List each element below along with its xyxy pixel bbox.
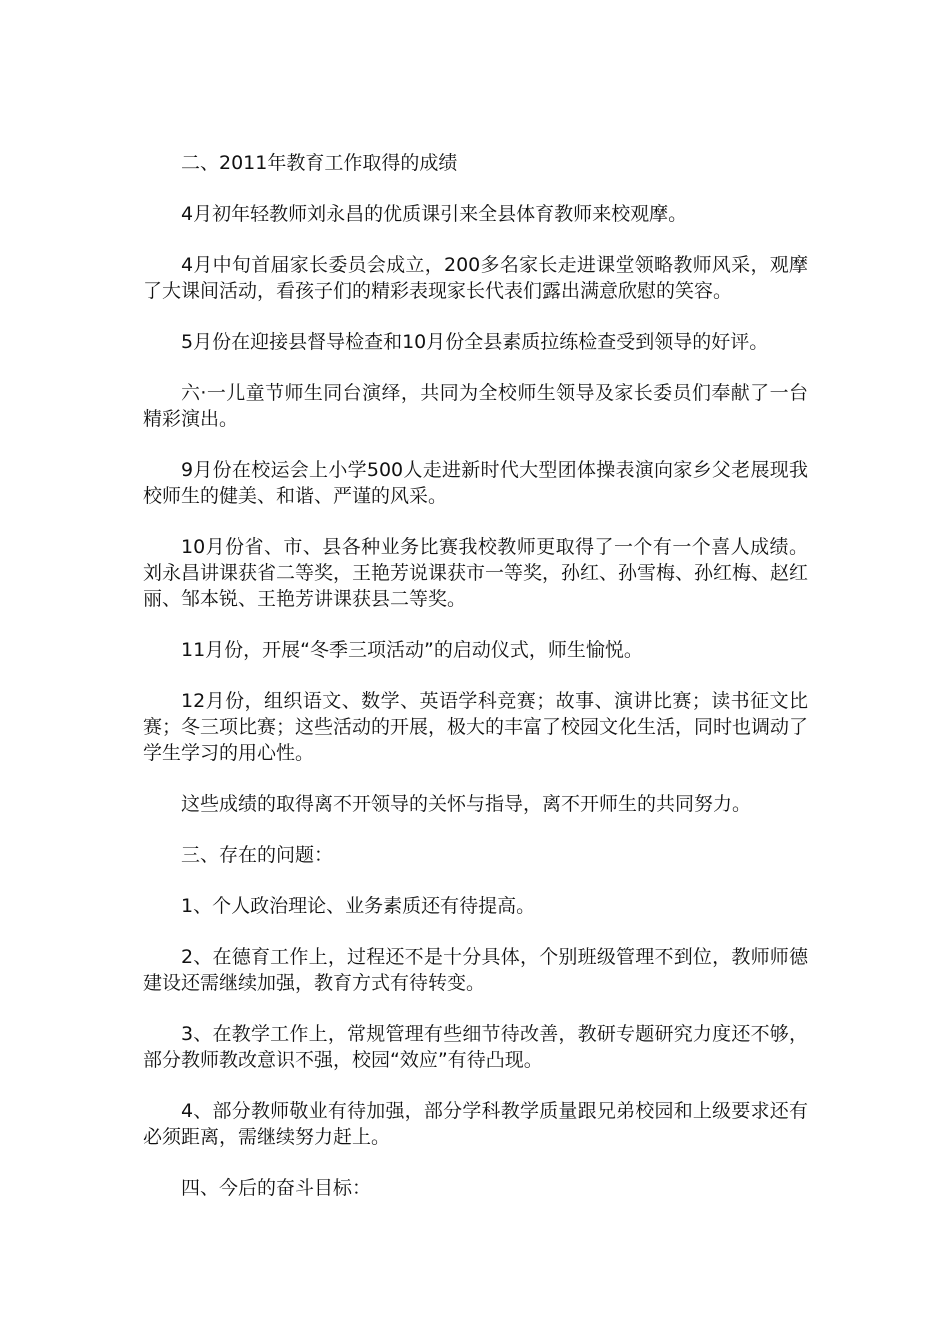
list-item: 1、个人政治理论、业务素质还有待提高。 bbox=[181, 895, 536, 917]
section-heading-problems: 三、存在的问题： bbox=[181, 844, 334, 866]
paragraph: 4月初年轻教师刘永昌的优质课引来全县体育教师来校观摩。 bbox=[181, 203, 688, 225]
paragraph: 这些成绩的取得离不开领导的关怀与指导，离不开师生的共同努力。 bbox=[181, 793, 752, 815]
list-item: 3、在教学工作上，常规管理有些细节待改善，教研专题研究力度还不够，部分教师教改意识不强，校园“效应”有待凸现。 bbox=[143, 1023, 808, 1071]
paragraph: 12月份，组织语文、数学、英语学科竞赛；故事、演讲比赛；读书征文比赛；冬三项比赛；这些活动的开展，极大的丰富了校园文化生活，同时也调动了学生学习的用心性。 bbox=[143, 690, 809, 764]
paragraph: 六·一儿童节师生同台演绎，共同为全校师生领导及家长委员们奉献了一台精彩演出。 bbox=[143, 382, 808, 430]
paragraph: 11月份，开展“冬季三项活动”的启动仪式，师生愉悦。 bbox=[181, 639, 643, 661]
list-item: 2、在德育工作上，过程还不是十分具体，个别班级管理不到位，教师师德建设还需继续加强，教育方式有待转变。 bbox=[143, 946, 808, 994]
paragraph: 4月中旬首届家长委员会成立，200多名家长走进课堂领略教师风采，观摩了大课间活动，看孩子们的精彩表现家长代表们露出满意欣慰的笑容。 bbox=[143, 254, 808, 302]
document-body bbox=[143, 150, 808, 1226]
section-heading-goals: 四、今后的奋斗目标： bbox=[181, 1177, 372, 1199]
paragraph: 5月份在迎接县督导检查和10月份全县素质拉练检查受到领导的好评。 bbox=[181, 331, 769, 353]
paragraph: 10月份省、市、县各种业务比赛我校教师更取得了一个有一个喜人成绩。刘永昌讲课获省二等奖，王艳芳说课获市一等奖，孙红、孙雪梅、孙红梅、赵红丽、邹本锐、王艳芳讲课获县二等奖。 bbox=[143, 536, 809, 610]
section-heading-achievements: 二、2011年教育工作取得的成绩 bbox=[181, 152, 458, 174]
list-item: 4、部分教师敬业有待加强，部分学科教学质量跟兄弟校园和上级要求还有必须距离，需继续努力赶上。 bbox=[143, 1100, 808, 1148]
paragraph: 9月份在校运会上小学500人走进新时代大型团体操表演向家乡父老展现我校师生的健美、和谐、严谨的风采。 bbox=[143, 459, 808, 507]
